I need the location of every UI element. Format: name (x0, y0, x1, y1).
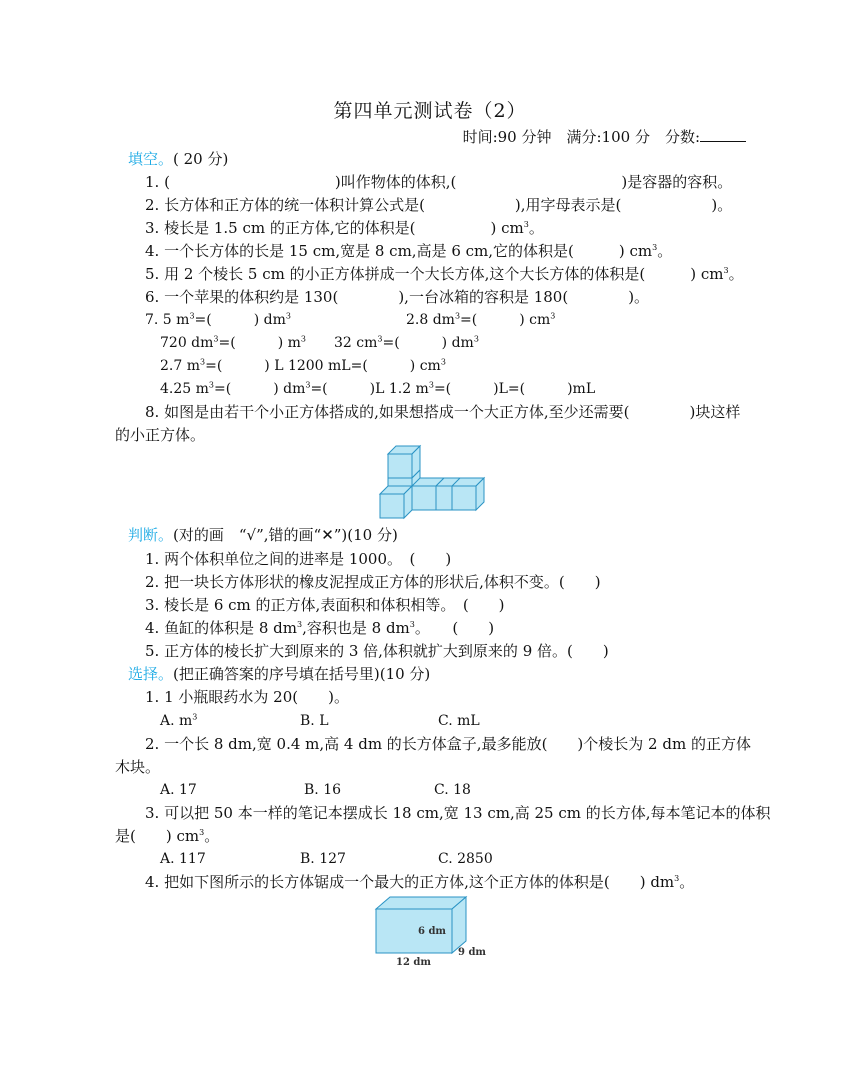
question-text: 木块。 (115, 758, 161, 776)
superscript: 3 (305, 380, 311, 390)
option-b: B. 16 (304, 782, 342, 798)
question-text (406, 309, 555, 331)
superscript: 3 (440, 357, 446, 367)
question-part: 7. 5 m (145, 312, 190, 328)
superscript: 3 (285, 311, 291, 321)
question-part: 720 dm (160, 335, 214, 351)
cube-face (412, 486, 436, 510)
question-part: =( ) L 1200 mL=( ) cm (205, 358, 441, 374)
section-score: (把正确答案的序号填在括号里)(10 分) (173, 665, 431, 683)
question-text: 1. 1 小瓶眼药水为 20( )。 (145, 688, 349, 706)
exam-info (463, 126, 746, 147)
superscript: 3 (213, 334, 219, 344)
superscript: 3 (652, 243, 658, 252)
option-c: C. mL (438, 713, 480, 729)
option-a: A. 117 (160, 851, 206, 867)
question-text: 2. 把一块长方体形状的橡皮泥捏成正方体的形状后,体积不变。( ) (145, 573, 601, 591)
cube-stack-figure (375, 440, 487, 524)
question-part: =( ) cm (460, 312, 551, 328)
option-text: A. m (160, 713, 193, 729)
superscript: 3 (189, 311, 195, 321)
question-text (160, 378, 595, 400)
superscript: 3 (199, 828, 205, 837)
superscript: 3 (208, 380, 214, 390)
question-part: =( )L 1.2 m (310, 381, 429, 397)
cube-face (452, 486, 476, 510)
superscript: 3 (723, 266, 729, 275)
section-score: (对的画 “√”,错的画“✕”)(10 分) (173, 526, 398, 544)
question-part: 4. 鱼缸的体积是 8 dm (145, 619, 297, 637)
superscript: 3 (300, 334, 306, 344)
option-b: B. L (300, 713, 329, 729)
question-text: 的小正方体。 (115, 426, 206, 444)
question-part: =( )L=( )mL (433, 381, 596, 397)
section-judge-heading (128, 524, 398, 546)
question-text (160, 332, 479, 354)
question-text (160, 355, 446, 377)
superscript: 3 (674, 874, 680, 883)
page-title: 第四单元测试卷（2） (333, 100, 527, 122)
question-part: 2.8 dm (406, 312, 455, 328)
question-part: =( ) m (218, 335, 301, 351)
question-part: 。 (657, 242, 673, 260)
superscript: 3 (297, 620, 303, 629)
question-part: 。 (528, 219, 544, 237)
question-part: 4. 把如下图所示的长方体锯成一个最大的正方体,这个正方体的体积是( ) dm (145, 873, 675, 891)
superscript: 3 (523, 220, 529, 229)
question-text (145, 217, 544, 239)
cube-face (380, 494, 404, 518)
section-choice-heading (128, 663, 430, 685)
question-text: 3. 棱长是 6 cm 的正方体,表面积和体积相等。 ( ) (145, 596, 505, 614)
depth-label: 9 dm (458, 947, 487, 958)
superscript: 3 (377, 334, 383, 344)
superscript: 3 (200, 357, 206, 367)
question-text: 1. ( )叫作物体的体积,( )是容器的容积。 (145, 173, 733, 191)
question-text: 1. 两个体积单位之间的进率是 1000。 ( ) (145, 550, 452, 568)
question-part: 4.25 m (160, 381, 209, 397)
height-label: 6 dm (418, 926, 447, 937)
superscript: 3 (473, 334, 479, 344)
section-score: ( 20 分) (173, 150, 229, 168)
question-part: 3. 棱长是 1.5 cm 的正方体,它的体积是( ) cm (145, 219, 524, 237)
question-part: =( ) dm (382, 335, 474, 351)
option-b: B. 127 (300, 851, 346, 867)
section-label: 填空。 (128, 150, 174, 168)
question-text (145, 871, 694, 893)
question-part: =( ) dm (194, 312, 286, 328)
superscript: 3 (454, 311, 461, 321)
option-c: C. 18 (434, 782, 471, 798)
question-text: 6. 一个苹果的体积约是 130( ),一台冰箱的容积是 180( )。 (145, 288, 650, 306)
question-part: 2.7 m (160, 358, 200, 374)
question-part: 是( ) cm (115, 827, 200, 845)
question-part: 5. 用 2 个棱长 5 cm 的小正方体拼成一个大长方体,这个大长方体的体积是( ) cm (145, 265, 724, 283)
question-text (145, 240, 672, 262)
question-text: 2. 长方体和正方体的统一体积计算公式是( ),用字母表示是( )。 (145, 196, 733, 214)
question-text: 8. 如图是由若干个小正方体搭成的,如果想搭成一个大正方体,至少还需要( )块这样 (145, 403, 741, 421)
question-text: 5. 正方体的棱长扩大到原来的 3 倍,体积就扩大到原来的 9 倍。( ) (145, 642, 609, 660)
cuboid-figure (370, 895, 490, 970)
question-text (145, 617, 494, 639)
question-text: 3. 可以把 50 本一样的笔记本摆成长 18 cm,宽 13 cm,高 25 cm 的长方体,每本笔记本的体积 (145, 804, 771, 822)
question-part: 。 (679, 873, 695, 891)
superscript: 3 (428, 380, 434, 390)
question-part: 32 cm (306, 335, 378, 351)
question-text (145, 263, 744, 285)
section-fill-blank-heading (128, 148, 228, 170)
cuboid-top-face (376, 897, 466, 909)
section-label: 判断。 (128, 526, 174, 544)
superscript: 3 (409, 620, 415, 629)
question-text (115, 825, 219, 847)
question-part: 。 (728, 265, 744, 283)
option-a (160, 710, 197, 732)
option-a: A. 17 (160, 782, 197, 798)
question-part: =( ) dm (214, 381, 306, 397)
section-label: 选择。 (128, 665, 174, 683)
question-text: 2. 一个长 8 dm,宽 0.4 m,高 4 dm 的长方体盒子,最多能放( )个棱长为 2 dm 的正方体 (145, 735, 751, 753)
question-part: 。 ( ) (414, 619, 495, 637)
question-part: 。 (204, 827, 220, 845)
score-blank[interactable] (700, 129, 746, 142)
question-part: 4. 一个长方体的长是 15 cm,宽是 8 cm,高是 6 cm,它的体积是( ) cm (145, 242, 653, 260)
question-text (145, 309, 291, 331)
option-c: C. 2850 (438, 851, 493, 867)
question-part: ,容积也是 8 dm (302, 619, 410, 637)
exam-info-text: 时间:90 分钟 满分:100 分 分数: (462, 128, 700, 146)
superscript: 3 (550, 311, 556, 321)
length-label: 12 dm (396, 957, 431, 968)
cube-face (388, 454, 412, 478)
superscript: 3 (192, 712, 198, 722)
